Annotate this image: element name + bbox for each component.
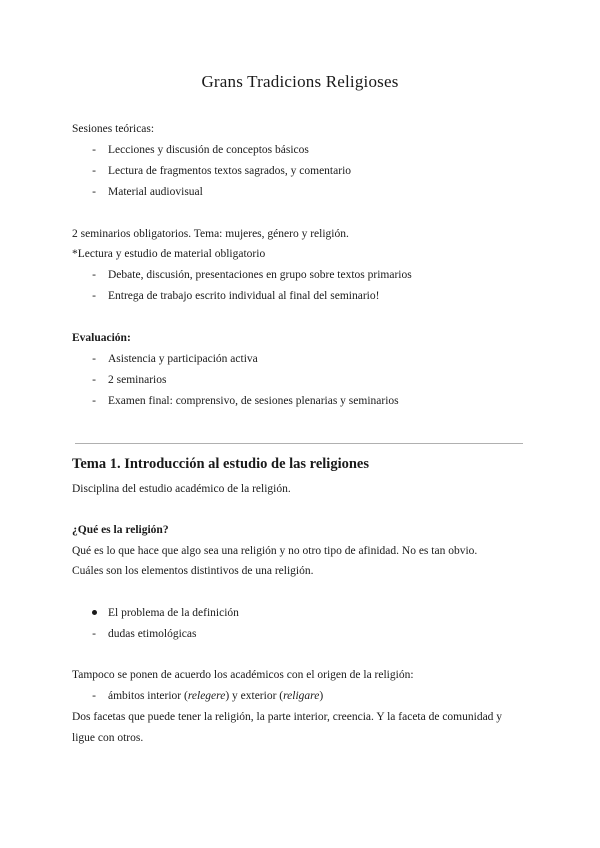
seminarios-line2: *Lectura y estudio de material obligatorio	[72, 248, 266, 260]
dash-marker: -	[92, 353, 96, 365]
term-religare: religare	[283, 690, 320, 702]
document-title: Grans Tradicions Religioses	[201, 72, 399, 91]
paragraph-line: Dos facetas que puede tener la religión, la parte interior, creencia. Y la faceta de comunidad y	[72, 711, 503, 723]
dash-marker: -	[92, 269, 96, 281]
dash-marker: -	[92, 290, 96, 302]
section-heading: Tema 1. Introducción al estudio de las religiones	[72, 456, 370, 472]
paragraph-line: ligue con otros.	[72, 732, 144, 744]
dash-marker: -	[92, 165, 96, 177]
term-relegere: relegere	[187, 690, 226, 702]
dash-marker: -	[92, 144, 96, 156]
horizontal-divider	[75, 443, 523, 444]
tema1-intro: Disciplina del estudio académico de la religión.	[72, 483, 291, 495]
dash-marker: -	[92, 374, 96, 386]
dash-marker: -	[92, 186, 96, 198]
ambitos-text: ámbitos interior (relegere) y exterior (religare)	[108, 690, 324, 702]
dash-marker: -	[92, 628, 96, 640]
dash-marker: -	[92, 690, 96, 702]
question-heading: ¿Qué es la religión?	[72, 524, 169, 536]
bullet-dot-icon	[89, 606, 99, 620]
evaluacion-heading: Evaluación:	[72, 332, 131, 344]
paragraph-line: Qué es lo que hace que algo sea una religión y no otro tipo de afinidad. No es tan obvio.	[72, 545, 478, 557]
paragraph-line: Cuáles son los elementos distintivos de una religión.	[72, 565, 314, 577]
seminarios-line1: 2 seminarios obligatorios. Tema: mujeres, género y religión.	[72, 228, 349, 240]
dash-marker: -	[92, 395, 96, 407]
sesiones-heading: Sesiones teóricas:	[72, 123, 155, 135]
paragraph-line: Tampoco se ponen de acuerdo los académicos con el origen de la religión:	[72, 669, 414, 681]
document-page: Grans Tradicions Religioses Sesiones teóricas: - Lecciones y discusión de conceptos básicos - Lectura de fragmentos textos sagrados, y comentario - Material audiovisual 2 seminarios obligatorios. Tema: mujeres, género y religión. *Lectura y estudio de material obligatorio - Debate, discusión, presentaciones en grupo sobre textos primarios - Entrega de trabajo escrito individual al final del seminario! Evaluación: - Asistencia y participación activa - 2 seminarios - Examen final: comprensivo, de sesiones plenarias y seminarios Tema 1. Introducción al estudio de las religiones Disciplina del estudio académico de la religión. ¿Qué es la religión? Qué es lo que hace que algo sea una religión y no otro tipo de afinidad. No es tan obvio. Cuáles son los elementos distintivos de una religión. El problema de la definición - dudas etimológicas Tampoco se ponen de acuerdo los académicos con el origen de la religión: - ámbitos interior (relegere) y exterior (religare) Dos facetas que puede tener la religión, la parte interior, creencia. Y la faceta de comunidad y ligue con otros.	[0, 0, 600, 848]
